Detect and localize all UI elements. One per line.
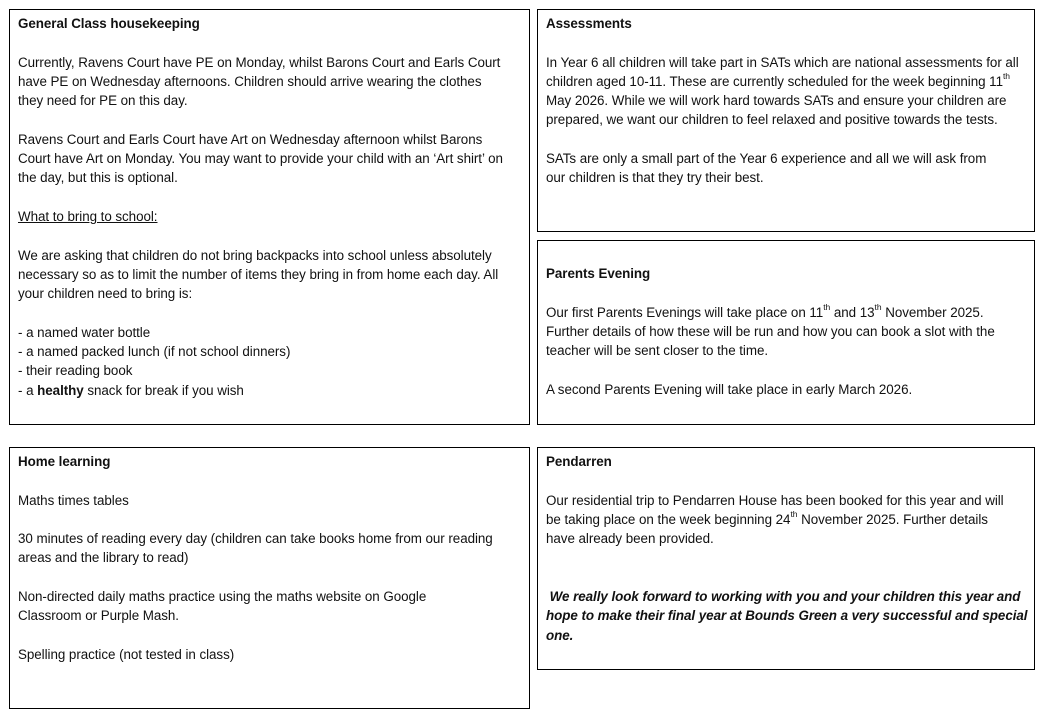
section-title: Home learning xyxy=(18,454,111,469)
home-learning-item: 30 minutes of reading every day (children can take books home from our reading areas and the library to read) xyxy=(18,531,493,566)
list-item: - their reading book xyxy=(18,363,133,379)
emphasis-healthy: healthy xyxy=(37,382,84,398)
section-title: General Class housekeeping xyxy=(18,16,200,31)
home-learning-item: Non-directed daily maths practice using the maths website on Google Classroom or Purple Mash. xyxy=(18,589,427,624)
pe-paragraph: Currently, Ravens Court have PE on Monday, whilst Barons Court and Earls Court have PE on Wednesday afternoons. Children should arrive wearing the clothes they need for PE on this day. xyxy=(18,54,501,109)
section-title: Parents Evening xyxy=(546,266,651,281)
second-evening-paragraph: A second Parents Evening will take place in early March 2026. xyxy=(546,381,913,397)
section-title: Assessments xyxy=(546,16,632,31)
text-run: November 2025. Further details of how these will be run and how you can book a slot with the teacher will be sent closer to the time. xyxy=(546,304,995,359)
text-run: In Year 6 all children will take part in SATs which are national assessments for all children aged 10-11. These are currently scheduled for the week beginning 11 xyxy=(546,54,1019,89)
item-prefix: - a xyxy=(18,382,38,398)
assessments-section xyxy=(537,9,1035,232)
ordinal-suffix: th xyxy=(823,302,831,313)
ordinal-suffix: th xyxy=(1003,71,1010,82)
housekeeping-section xyxy=(9,9,530,425)
sats-paragraph xyxy=(546,53,1028,130)
sats-note-paragraph: SATs are only a small part of the Year 6 experience and all we will ask from our children is that they try their best. xyxy=(546,151,987,186)
text-run: November 2025. Further details have already been provided. xyxy=(546,511,988,547)
list-item: - a named water bottle xyxy=(18,324,151,340)
pendarren-paragraph xyxy=(546,491,1016,549)
ordinal-suffix: th xyxy=(790,509,798,520)
closing-text: We really look forward to working with you and your children this year and hope to make their final year at Bounds Green a very successful and special one. xyxy=(546,589,1028,643)
section-title: Pendarren xyxy=(546,454,612,469)
home-learning-item: Spelling practice (not tested in class) xyxy=(18,646,235,662)
list-item: - a named packed lunch (if not school dinners) xyxy=(18,344,291,360)
parents-evening-section xyxy=(537,240,1035,425)
text-run: Our first Parents Evenings will take place on 11 xyxy=(546,304,824,320)
ordinal-suffix: th xyxy=(874,302,882,313)
list-item xyxy=(18,381,521,400)
parents-evening-paragraph xyxy=(546,303,1018,361)
closing-message xyxy=(546,587,1032,645)
art-paragraph: Ravens Court and Earls Court have Art on Wednesday afternoon whilst Barons Court have Art on Monday. You may want to provide your child with an ‘Art shirt’ on the day, but this is optional. xyxy=(18,131,503,186)
text-run: May 2026. While we will work hard towards SATs and ensure your children are prepared, we want our children to feel relaxed and positive towards the tests. xyxy=(546,93,1007,128)
pendarren-section xyxy=(537,447,1035,670)
bring-paragraph: We are asking that children do not bring backpacks into school unless absolutely necessary so as to limit the number of items they bring in from home each day. All your children need to bring is: xyxy=(18,247,499,302)
home-learning-section xyxy=(9,447,530,709)
text-run: and 13 xyxy=(830,304,875,320)
bring-heading: What to bring to school: xyxy=(18,208,158,224)
item-suffix: snack for break if you wish xyxy=(83,382,244,398)
home-learning-item: Maths times tables xyxy=(18,492,129,508)
text-run: Our residential trip to Pendarren House has been booked for this year and will be taking place on the week beginning 24 xyxy=(546,492,1004,527)
